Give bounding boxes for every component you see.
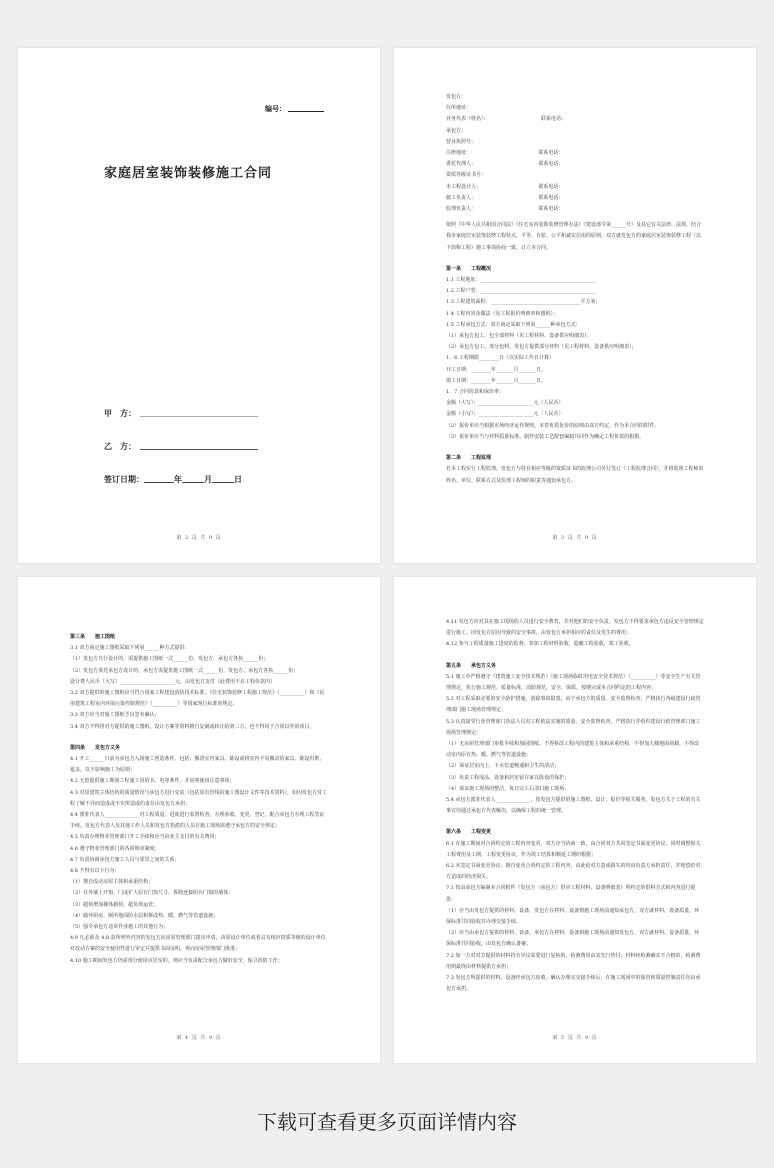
clause-line: 设计费人民币（大写）______________________元，由发包方支付（此费用不在工程价款内） xyxy=(70,678,276,685)
section-1-body xyxy=(446,275,704,443)
contract-number-blank xyxy=(288,111,324,112)
clause-line: （3）报价单应当与材料质量标准、制作安装工艺配套编制共同作为确定工程价款的根据。 xyxy=(446,433,645,440)
clause-line: 4.6 遵守物业管理部门的各项规章制度； xyxy=(70,845,160,852)
page-footer: 第 2 页 共 9 页 xyxy=(176,535,222,541)
clause-line: 7.2 如一方对对方提供的材料持有异议需要进行复检的，检测费用由其先行垫付；材料经检测确实不合格的，检测费用则最终由材料提供方承担； xyxy=(446,952,701,970)
party-b-field xyxy=(104,441,258,452)
clause-line: 4.1 开工______日前为承包方入场施工创造条件。包括：搬清室内家具、陈设或将室内不易搬动的家具、陈设归堆、遮盖，以不影响施工为原则； xyxy=(70,756,325,774)
section-4-title: 第四条 发包方义务 xyxy=(70,744,121,751)
party-b-blank xyxy=(140,449,258,450)
party-info-fields xyxy=(446,92,704,215)
year-label: 年 xyxy=(174,474,182,484)
party-info-line: 本工程设计人： 联系电话： xyxy=(446,183,564,190)
signing-date-label: 签订日期： xyxy=(104,474,144,484)
clause-line: 金额（大写）：______________________元（人民币） xyxy=(446,400,564,407)
section-4-continued xyxy=(446,617,704,651)
party-a-label: 甲 方： xyxy=(104,408,136,418)
section-2-title: 第二条 工程监理 xyxy=(446,455,492,462)
clause-line: 金额（小写）：______________________元（人民币） xyxy=(446,411,564,418)
clause-line: （3）超荷增加楼体载荷，超负荷运营； xyxy=(70,901,159,908)
page4-body xyxy=(446,617,704,996)
section-2-body: 若本工程实行工程监理，发包方与持有相应等级的资质证书的监理公司另行签订《工程监理合同》，并将监理工程师的姓名、单位、联系方式及监理工程师的职责等通知承包方。 xyxy=(446,466,704,484)
clause-line: 5.3 认真接受行业管理部门执法人员对工程依法实施的质量、安全监督检查，严格执行并组织建设行政管理部门施工现场管理规定： xyxy=(446,718,701,736)
clause-line: 7.3 发包方所提供的材料，设备经承包方验收，确认办理完交接手续后，在施工现场中的保管和质量控制责任均由承包方承担。 xyxy=(446,975,701,993)
signing-date-field xyxy=(104,474,242,485)
section-4-body xyxy=(70,754,328,967)
clause-line: 开工日期：________年_______月_______日， xyxy=(446,366,547,373)
contract-page-3 xyxy=(18,577,380,1063)
clause-line: 竣工日期：________年_______月_______日。 xyxy=(446,377,547,384)
clause-line: 6.1 在施工期间对合同约定的工程内容变更，双方应当协商一致，由合同双方共同签定书面变更协议，同时调整相关工程费用及工期。工程变更协议，作为竣工结算和顺延工期的根据； xyxy=(446,840,701,858)
clause-line: （2）发包方委托承包方设计的，承包方需提供施工图纸一式______份，发包方、承包方各执______份； xyxy=(70,667,299,674)
clause-line: 5.4 承包方派驻代表人______________，按发包方提供的施工图纸，设计，报价等相关服务，发包方关于工程的有关事宜均通过承包方代表解决，以确保工程的统一管理。 xyxy=(446,797,701,815)
contract-number-label: 编号： xyxy=(265,104,286,113)
section-6-body xyxy=(446,839,704,996)
section-5-title: 第五条 承包方义务 xyxy=(446,662,497,669)
page-footer: 第 4 页 共 9 页 xyxy=(176,1035,222,1041)
section-5-body xyxy=(446,672,704,818)
party-info-line: 施工负责人： 联系电话： xyxy=(446,194,564,201)
year-blank xyxy=(144,482,174,483)
clause-line: （1）发包方自行设计的，需提供施工图纸一式______份，发包方、承包方各执______份； xyxy=(70,656,269,663)
clause-line: （1）无房屋管理部门审批手续和加固图纸，不得拆改工程内的建筑主体和承重结构，不得加大楼地面荷载，不得改动室内原有热、暖、燃气等管道设施； xyxy=(446,741,700,759)
clause-line: 3.4 双方不得将对方提供的施工图纸，设计方案等资料擅自复制或转让给第三方，也不得用于合同以外的项目。 xyxy=(70,723,315,730)
download-more-caption[interactable]: 下载可查看更多页面详情内容 xyxy=(257,1110,517,1134)
clause-line: 1.4 工程内容及做法（见工程报价明细单和图纸）； xyxy=(446,310,559,317)
clause-line: 4.8 不得有以下行为： xyxy=(70,868,120,875)
page2-body xyxy=(446,92,704,487)
section-3-title: 第三条 施工图纸 xyxy=(70,634,116,640)
clause-line: 4.2 无偿提供施工期间工程施工用的水、电等条件，并说明使用注意事项； xyxy=(70,778,235,785)
clause-line: （2）承包方包工、部分包料，发包方提供部分材料（见工程材料、设备供应明细表）； xyxy=(446,344,637,351)
clause-line: 5.1 施工中严格遵守《建筑施工安全技术规范》《施工现场临时用电安全技术规范》（__________）等安全生产有关管理规定，执行施工规范、质量标准，消防规范，安全、保质、按期完成本合同约定的工程内容； xyxy=(446,673,701,692)
party-info-line: 住所地址： xyxy=(446,105,472,112)
section-1-title: 第一条 工程概况 xyxy=(446,265,492,272)
clause-line: （2）在外墙上开窗、门或扩大原有门窗尺寸，拆除连接阳台门窗的墙体； xyxy=(70,890,234,897)
clause-line: （1）擅自改动房屋主体和承重结构； xyxy=(70,879,154,886)
clause-line: 7.1 按由承包方编制本合同附件《发包方（承包方）供应工程材料、设备明细表》所约定的供料方式和内容进行提供： xyxy=(446,885,696,903)
contract-intro: 依照《中华人民共和国合同法》《住宅室内装饰装修管理办法》《建设部令第______号》及其它有关法律、法规，结合我市家庭居室装饰装修工程特点，平等、自愿、公平和诚实信用的原则，双方就发包方的家庭居室装饰装修工程（以下简称工程）施工事项协商一致，订立本合同。 xyxy=(446,222,702,251)
clause-line: 5.2 对工程采取必要的安全防护措施，消除事故隐患。由于承包方的质量、安全监督检查，严格执行各级建设行政管理部门施工现场管理规定； xyxy=(446,696,701,714)
clause-line: 1.2 工程户型：______________________________________________ xyxy=(446,288,596,295)
clause-line: 4.7 负责协调承包方施工人员与邻里之间的关系； xyxy=(70,856,180,863)
contract-page-4 xyxy=(394,577,756,1063)
clause-line: （4）保证施工现场的整洁，每日完工后清扫施工现场； xyxy=(446,785,570,792)
section-6-title: 第六条 工程变更 xyxy=(446,829,492,836)
month-blank xyxy=(182,482,204,483)
party-info-line: 监理负责人： 联系电话： xyxy=(446,206,564,213)
page3-body xyxy=(70,627,328,967)
clause-line: 1.3 工程建筑面积：____________________________________平方米； xyxy=(446,299,601,306)
day-label: 日 xyxy=(234,474,242,484)
month-label: 月 xyxy=(204,474,212,484)
clause-line: （4）破坏厨房、厕所地面防水层和拆改热、暖、燃气等管道设施； xyxy=(70,912,219,919)
party-info-line: 资质等级证书号： xyxy=(446,172,487,179)
clause-line: （3）负责工程成品、设备和居室留存家具陈设的保护； xyxy=(446,774,570,781)
section-3-body xyxy=(70,643,328,733)
party-info-line: 承包方： xyxy=(446,127,467,134)
party-info-line: 营业执照号： xyxy=(446,138,477,145)
party-info-line: 业务代表（姓名）： 联系电话： xyxy=(446,116,567,123)
party-a-blank xyxy=(140,416,258,417)
clause-line: 4.4 派驻代表人______________对工程质量、进度进行监督检查，办理验收、变更、登记，配合承包方办理工程签证手续。发包方代表人及其他工作人员和发包方指派的人员在施工现场需遵守承包方的安全规定； xyxy=(70,812,325,830)
contract-cover-page xyxy=(18,48,380,563)
clause-line: 3.1 双方商定施工图纸采取下列第______种方式提供： xyxy=(70,645,190,652)
clause-line: 4.11 发包方应对其在施工现场的人员进行安全教育，并对他们的安全负责。发包方不得要求承包方违反安全管理规定进行施工。因发包方原因导致的安全事故，由发包方承担相应的责任及发生的费用； xyxy=(446,619,704,637)
clause-line: 1.1 工程地址：______________________________________________ xyxy=(446,277,596,284)
contract-page-2 xyxy=(394,48,756,563)
party-a-field xyxy=(104,408,258,419)
clause-line: 6.2 未签定书面变更协议，擅自变更合同约定的工程内容，由此给对方造成损失的均由负责方承担责任，并赔偿给对方造成的经济损失。 xyxy=(446,863,701,881)
page-footer: 第 3 页 共 9 页 xyxy=(552,535,598,541)
clause-line: （2）保证居室内上、下水管道畅通和卫生的清洁； xyxy=(446,763,560,770)
clause-line: 3.3 双方应当对施工图纸予以签名确认； xyxy=(70,712,160,719)
contract-number-field xyxy=(265,104,324,114)
clause-line: 4.9 凡必须及 4.8 款所列外内容的发包方向房屋管理部门提出申请，由原设计单位或者具有相应资质等级的设计单位对改动方案的安全使用性进行审定并提供书面证明，再向房屋管理部门批准； xyxy=(70,935,326,953)
party-b-label: 乙 方： xyxy=(104,441,136,451)
clause-line: 3.2 双方提供的施工图纸应当符合国家工程建设消防技术标准、《住宅装饰装修工程施工规范》（__________）和《民用建筑工程室内环境污染控制规范》（__________）等国家现行标准的规定； xyxy=(70,690,325,708)
clause-line: （2）报价单应当根据市场经济运作规则，本着优质优价的原则由双方约定，作为本合同的附件。 xyxy=(446,422,660,429)
clause-line: 1．7 合同价款和保价率： xyxy=(446,389,504,396)
clause-line: 4.5 负责办理物业管理部门开工手续和应当由业主支付的有关费用； xyxy=(70,834,220,841)
party-info-line: 委托代理人： 联系电话： xyxy=(446,161,564,168)
clause-line: （2）应当由承包方提供的材料、设备，承包方在材料、设备到施工现场前通知发包方，双方就材料、设备质量、环保标准共同验收，由发包方确认备案； xyxy=(446,930,700,948)
contract-title: 家庭居室装饰装修施工合同 xyxy=(104,166,273,181)
day-blank xyxy=(212,482,234,483)
clause-line: 1.5 工程承包方式：双方商定采取下列第______种承包方式： xyxy=(446,321,581,328)
clause-line: （1）承包方包工、包全部材料（见工程材料、设备供应明细表）； xyxy=(446,333,592,340)
party-info-line: 发包方： xyxy=(446,94,467,100)
clause-line: 1．6 工程期限________日（以实际工作日计算） xyxy=(446,355,554,362)
clause-line: 4.3 对原建筑主体结构的质量情况与承包方进行交底（包括原有管线的施工图设计文件等技术资料），如因发包方对工程了解不详而造成或不实所造成的责任由发包方承担； xyxy=(70,789,328,807)
party-info-line: 注册地址： 联系电话： xyxy=(446,150,564,157)
page-footer: 第 5 页 共 9 页 xyxy=(552,1035,598,1041)
clause-line: 4.10 施工期间发包方仍需部分使用该居室的，则应当负责配合承包方做好安全，保卫消防工作； xyxy=(70,957,283,964)
clause-line: 4.12 参与工程质量施工进度的监督，参加工程材料验收，隐蔽工程验收，竣工验收。 xyxy=(446,641,634,648)
clause-line: （1）应当由发包方提供的材料、设备，发包方在材料、设备到施工现场前通知承包方，双方就材料、设备质量、环保标准共同验收并办理交接手续。 xyxy=(446,907,700,926)
clause-line: （5）强令承包方违章作业施工的其他行为； xyxy=(70,924,169,931)
